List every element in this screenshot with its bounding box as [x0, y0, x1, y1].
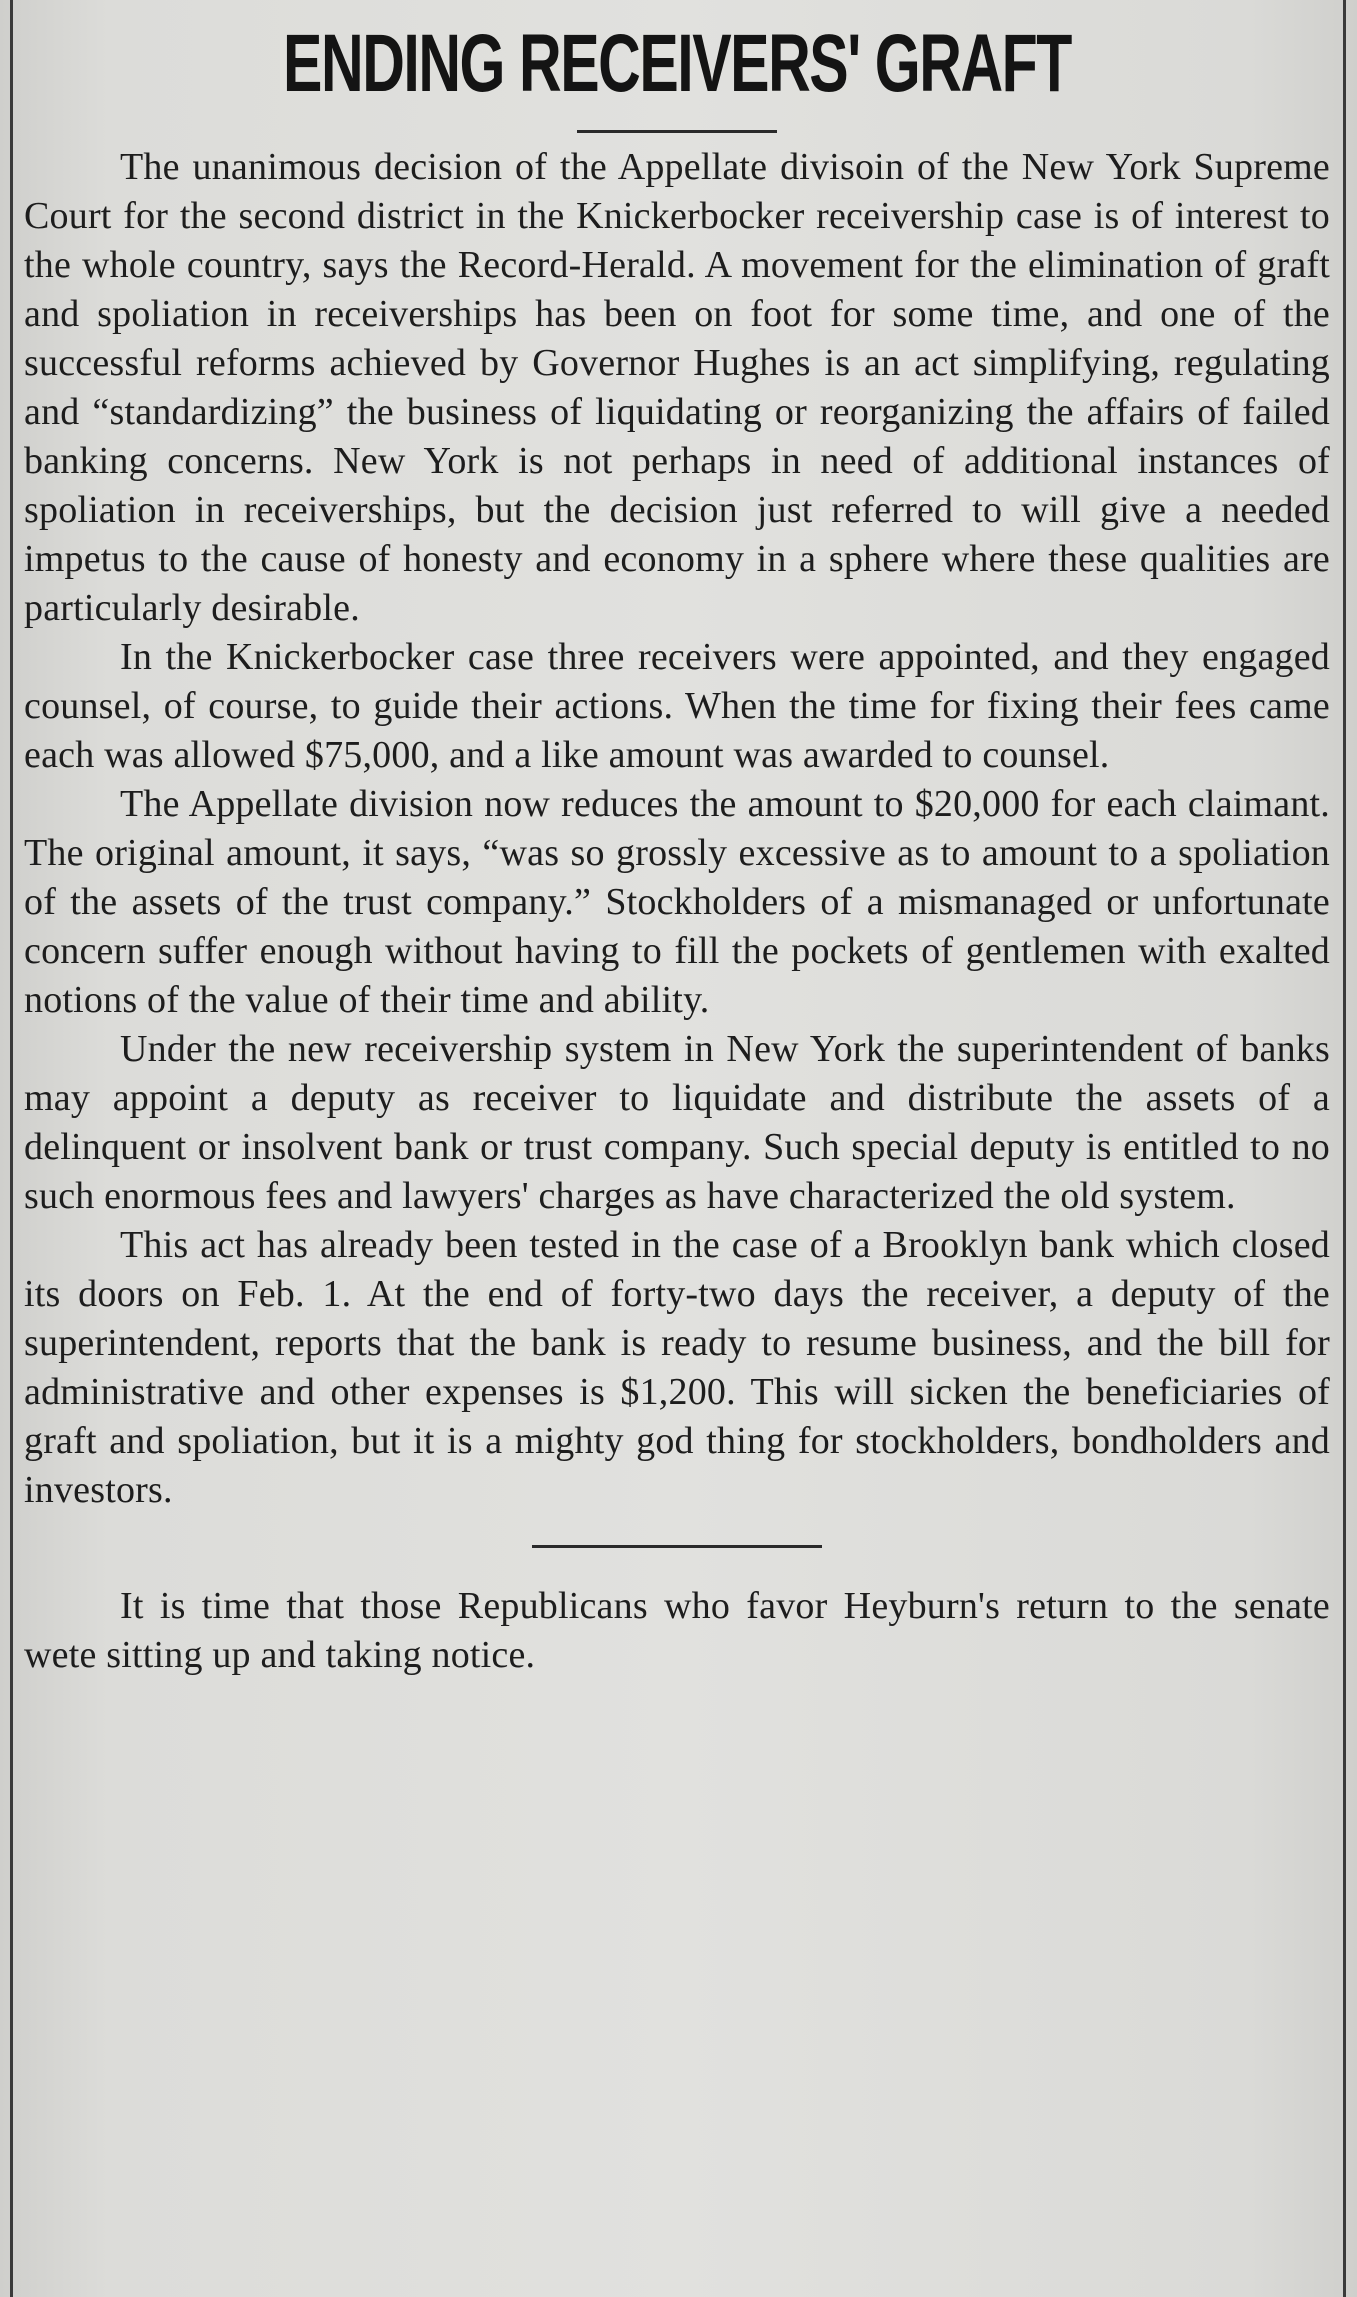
- article-paragraph-2: In the Knickerbocker case three receivers were appointed, and they engaged counsel, of course, to guide their actions. When the time for fixing their fees came each was allowed $75,000, and a like amount was awarded to counsel.: [24, 636, 1330, 776]
- article-paragraph-1: The unanimous decision of the Appellate divisoin of the New York Supreme Court for the second district in the Knickerbocker receivership case is of interest to the whole country, says the Record-Herald. A movement for the elimination of graft and spoliation in receiverships has been on foot for some time, and one of the successful reforms achieved by Governor Hughes is an act simplifying, regulating and “standardizing” the business of liquidating or reorganizing the affairs of failed banking concerns. New York is not perhaps in need of additional instances of spoliation in receiverships, but the decision just referred to will give a needed impetus to the cause of honesty and economy in a sphere where these qualities are particularly desirable.: [24, 146, 1330, 629]
- headline-divider: [577, 130, 777, 133]
- right-column-rule: [1343, 0, 1346, 2297]
- article-paragraph-5: This act has already been tested in the case of a Brooklyn bank which closed its doors on Feb. 1. At the end of forty-two days the receiver, a deputy of the superintendent, reports that the bank is ready to resume business, and the bill for administrative and other expenses is $1,200. This will sicken the beneficiaries of graft and spoliation, but it is a mighty god thing for stockholders, bondholders and investors.: [24, 1224, 1330, 1511]
- article-paragraph-3: The Appellate division now reduces the amount to $20,000 for each claimant. The original amount, it says, “was so grossly excessive as to amount to a spoliation of the assets of the trust company.” Stockholders of a mismanaged or unfortunate concern suffer enough without having to fill the pockets of gentlemen with exalted notions of the value of their time and ability.: [24, 783, 1330, 1021]
- article-paragraph-4: Under the new receivership system in New York the superintendent of banks may appoint a deputy as receiver to liquidate and distribute the assets of a delinquent or insolvent bank or trust company. Such special deputy is entitled to no such enormous fees and lawyers' charges as have characterized the old system.: [24, 1028, 1330, 1217]
- section-divider: [532, 1545, 822, 1548]
- article: [24, 14, 1330, 1680]
- closing-note: It is time that those Republicans who favor Heyburn's return to the senate wete sitting up and taking notice.: [24, 1585, 1330, 1676]
- left-column-rule: [10, 0, 13, 2297]
- article-headline: ENDING RECEIVERS' GRAFT: [283, 18, 1071, 109]
